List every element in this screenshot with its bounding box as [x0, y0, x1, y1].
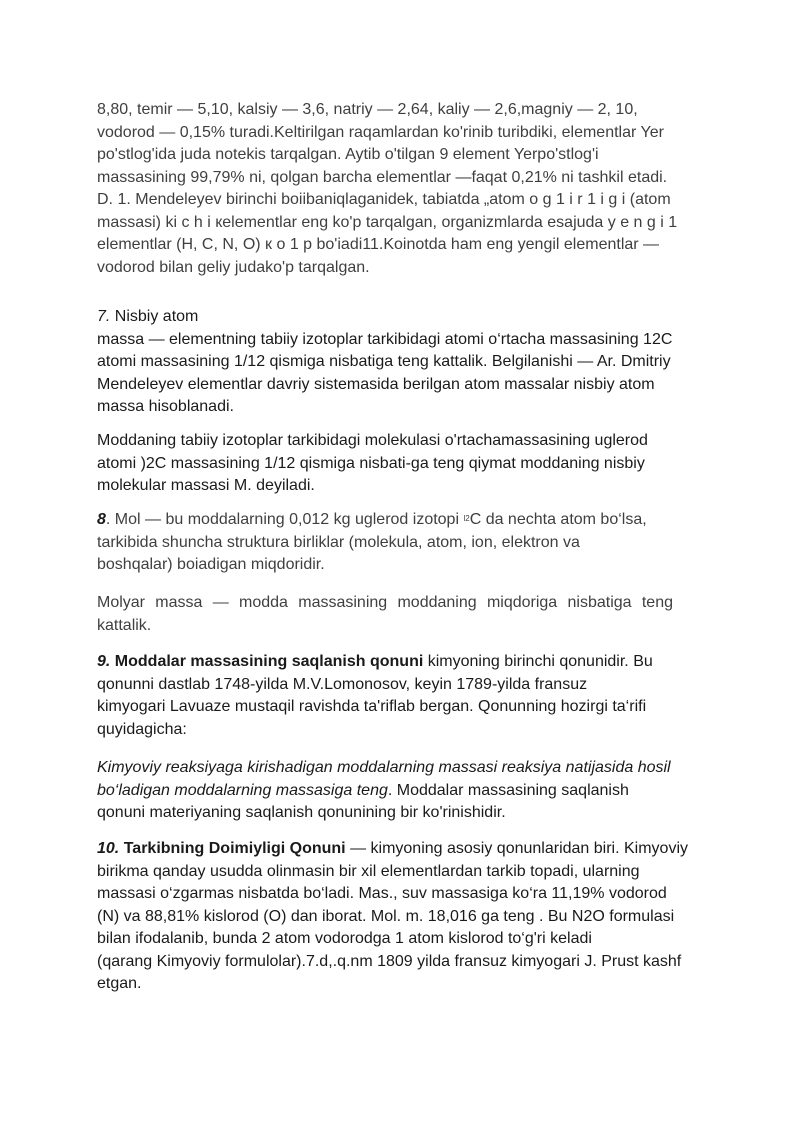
section-7-relative-atomic-mass — [97, 306, 709, 419]
text-line: (qarang Kimyoviy formulolar).7.d,.q.nm 1809 yilda fransuz kimyogari J. Prust kashf — [97, 952, 682, 970]
text-line — [97, 757, 709, 780]
text-line: massasi) ki c h i кelementlar eng ko'p tarqalgan, organizmlarda esajuda y e n g i 1 — [97, 213, 678, 231]
text-line: etgan. — [97, 975, 142, 992]
paragraph-element-abundance — [97, 99, 709, 279]
paragraph-law-statement — [97, 757, 709, 825]
text-line: massa — elementning tabiiy izotoplar tarkibidagi atomi o‘rtacha massasining 12C — [97, 330, 673, 348]
text-span: — kimyoning asosiy qonunlaridan biri. Kimyoviy — [345, 840, 688, 857]
text-line: D. 1. Mendeleyev birinchi boiibaniqlaganidek, tabiatda „atom o g 1 i r 1 i g i (atom — [97, 191, 671, 208]
text-line: po'stlog'ida juda notekis tarqalgan. Aytib o'tilgan 9 element Yerpo'stlog'i — [97, 146, 599, 163]
section-9-mass-conservation — [97, 651, 709, 741]
text-line: bilan ifodalanib, bunda 2 atom vodorodga 1 atom kislorod to‘g'ri keladi — [97, 930, 592, 947]
text-line: birikma qanday usudda olinmasin bir xil elementlardan tarkib topadi, ularning — [97, 862, 640, 880]
text-line: massasining 99,79% ni, qolgan barcha elementlar —faqat 0,21% ni tashkil etadi. — [97, 168, 668, 186]
text-line: kattalik. — [97, 616, 152, 634]
text-line: quyidagicha: — [97, 720, 187, 738]
text-line: massa hisoblanadi. — [97, 398, 234, 415]
text-line: Molyar massa — modda massasining moddaning miqdoriga nisbatiga teng — [97, 594, 673, 611]
section-number: 7. — [97, 308, 111, 325]
section-number: 9. — [97, 653, 111, 670]
section-number: 8 — [97, 511, 106, 528]
paragraph-molar-mass — [97, 592, 673, 637]
text-line: vodorod — 0,15% turadi.Keltirilgan raqamlardan ko'rinib turibdiki, elementlar Yer — [97, 123, 664, 141]
text-line — [97, 509, 709, 532]
section-heading — [97, 306, 709, 329]
text-line: kimyogari Lavuaze mustaqil ravishda ta'riflab bergan. Qonunning hozirgi ta‘rifi — [97, 698, 647, 715]
text-line: atomi )2C massasining 1/12 qismiga nisbati-ga teng qiymat moddaning nisbiy — [97, 454, 645, 472]
section-10-constant-composition — [97, 838, 709, 996]
superscript: l2 — [463, 514, 470, 523]
italic-text: bo‘ladigan moddalarning massasiga teng — [97, 781, 388, 799]
text-span: . Moddalar massasining saqlanish — [387, 781, 629, 799]
text-line: qonuni materiyaning saqlanish qonunining bir ko'rinishidir. — [97, 804, 506, 821]
text-line: molekular massasi M. deyiladi. — [97, 477, 315, 494]
section-8-mol — [97, 509, 709, 577]
text-span: . Mol — bu moddalarning 0,012 kg uglerod izotopi — [105, 511, 464, 528]
text-line — [97, 780, 709, 803]
text-line: Moddaning tabiiy izotoplar tarkibidagi molekulasi o'rtachamassasining uglerod — [97, 432, 648, 449]
italic-text: Kimyoviy reaksiyaga kirishadigan moddalarning massasi reaksiya natijasida hosil — [97, 759, 671, 776]
text-line: 8,80, temir — 5,10, kalsiy — 3,6, natriy — 2,64, kaliy — 2,6,magniy — 2, 10, — [97, 101, 638, 118]
text-line: boshqalar) boiadigan miqdoridir. — [97, 556, 325, 573]
text-line: elementlar (H, C, N, O) к o 1 p bo'iadi11.Koinotda ham eng yengil elementlar — — [97, 236, 660, 253]
text-line: atomi massasining 1/12 qismiga nisbatiga teng kattalik. Belgilanishi — Ar. Dmitriy — [97, 353, 671, 370]
text-line: Mendeleyev elementlar davriy sistemasida berilgan atom massalar nisbiy atom — [97, 375, 655, 393]
text-line — [97, 651, 709, 674]
text-line: qonunni dastlab 1748-yilda M.V.Lomonosov, keyin 1789-yilda fransuz — [97, 675, 588, 693]
paragraph-molecular-mass — [97, 430, 709, 498]
text-line: vodorod bilan geliy judako'p tarqalgan. — [97, 258, 370, 276]
text-line: (N) va 88,81% kislorod (O) dan iborat. Mol. m. 18,016 ga teng . Bu N2O formulasi — [97, 907, 675, 925]
section-heading-text: Nisbiy atom — [114, 308, 199, 325]
section-title: Tarkibning Doimiyligi Qonuni — [123, 840, 346, 857]
text-line: massasi o‘zgarmas nisbatda bo‘ladi. Mas., suv massasiga ko‘ra 11,19% vodorod — [97, 885, 667, 902]
section-number: 10. — [97, 840, 120, 857]
text-line — [97, 838, 709, 861]
text-span: C da nechta atom bo‘lsa, — [469, 511, 647, 528]
text-line: tarkibida shuncha struktura birliklar (molekula, atom, ion, elektron va — [97, 533, 580, 551]
section-title: Moddalar massasining saqlanish qonuni — [114, 653, 424, 670]
text-span: kimyoning birinchi qonunidir. Bu — [423, 653, 653, 670]
